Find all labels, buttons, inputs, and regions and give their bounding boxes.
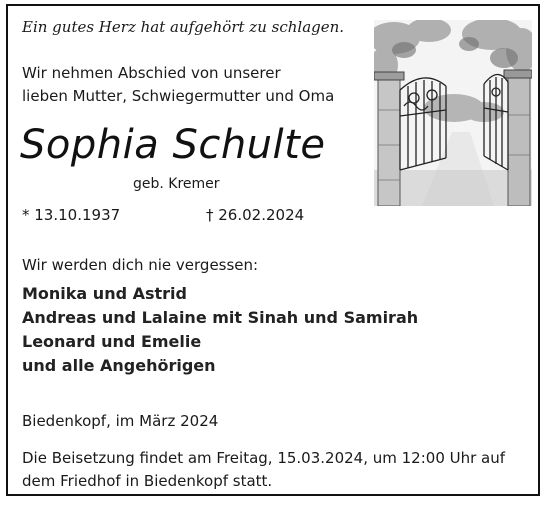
intro-line-1: Wir nehmen Abschied von unserer [22,64,281,82]
birth-date: * 13.10.1937 [22,206,121,224]
maiden-name: geb. Kremer [133,176,220,192]
mourner-line: Monika und Astrid [22,284,187,303]
mourner-line: Andreas und Lalaine mit Sinah und Samirah [22,308,419,327]
funeral-line-2: dem Friedhof in Biedenkopf statt. [22,472,273,490]
mourner-line: Leonard und Emelie [22,332,202,351]
motto: Ein gutes Herz hat aufgehört zu schlagen. [22,18,345,36]
remembrance-line: Wir werden dich nie vergessen: [22,256,259,274]
intro-line-2: lieben Mutter, Schwiegermutter und Oma [22,87,335,105]
deceased-name: Sophia Schulte [20,122,326,168]
mourners-list [22,282,418,378]
death-date: † 26.02.2024 [206,206,305,224]
obituary-notice [6,4,540,496]
funeral-info [22,447,505,493]
place-date: Biedenkopf, im März 2024 [22,412,219,430]
open-garden-gate-illustration [374,20,532,206]
funeral-line-1: Die Beisetzung findet am Freitag, 15.03.2024, um 12:00 Uhr auf [22,449,506,467]
mourner-line: und alle Angehörigen [22,356,216,375]
intro-text [22,62,334,108]
